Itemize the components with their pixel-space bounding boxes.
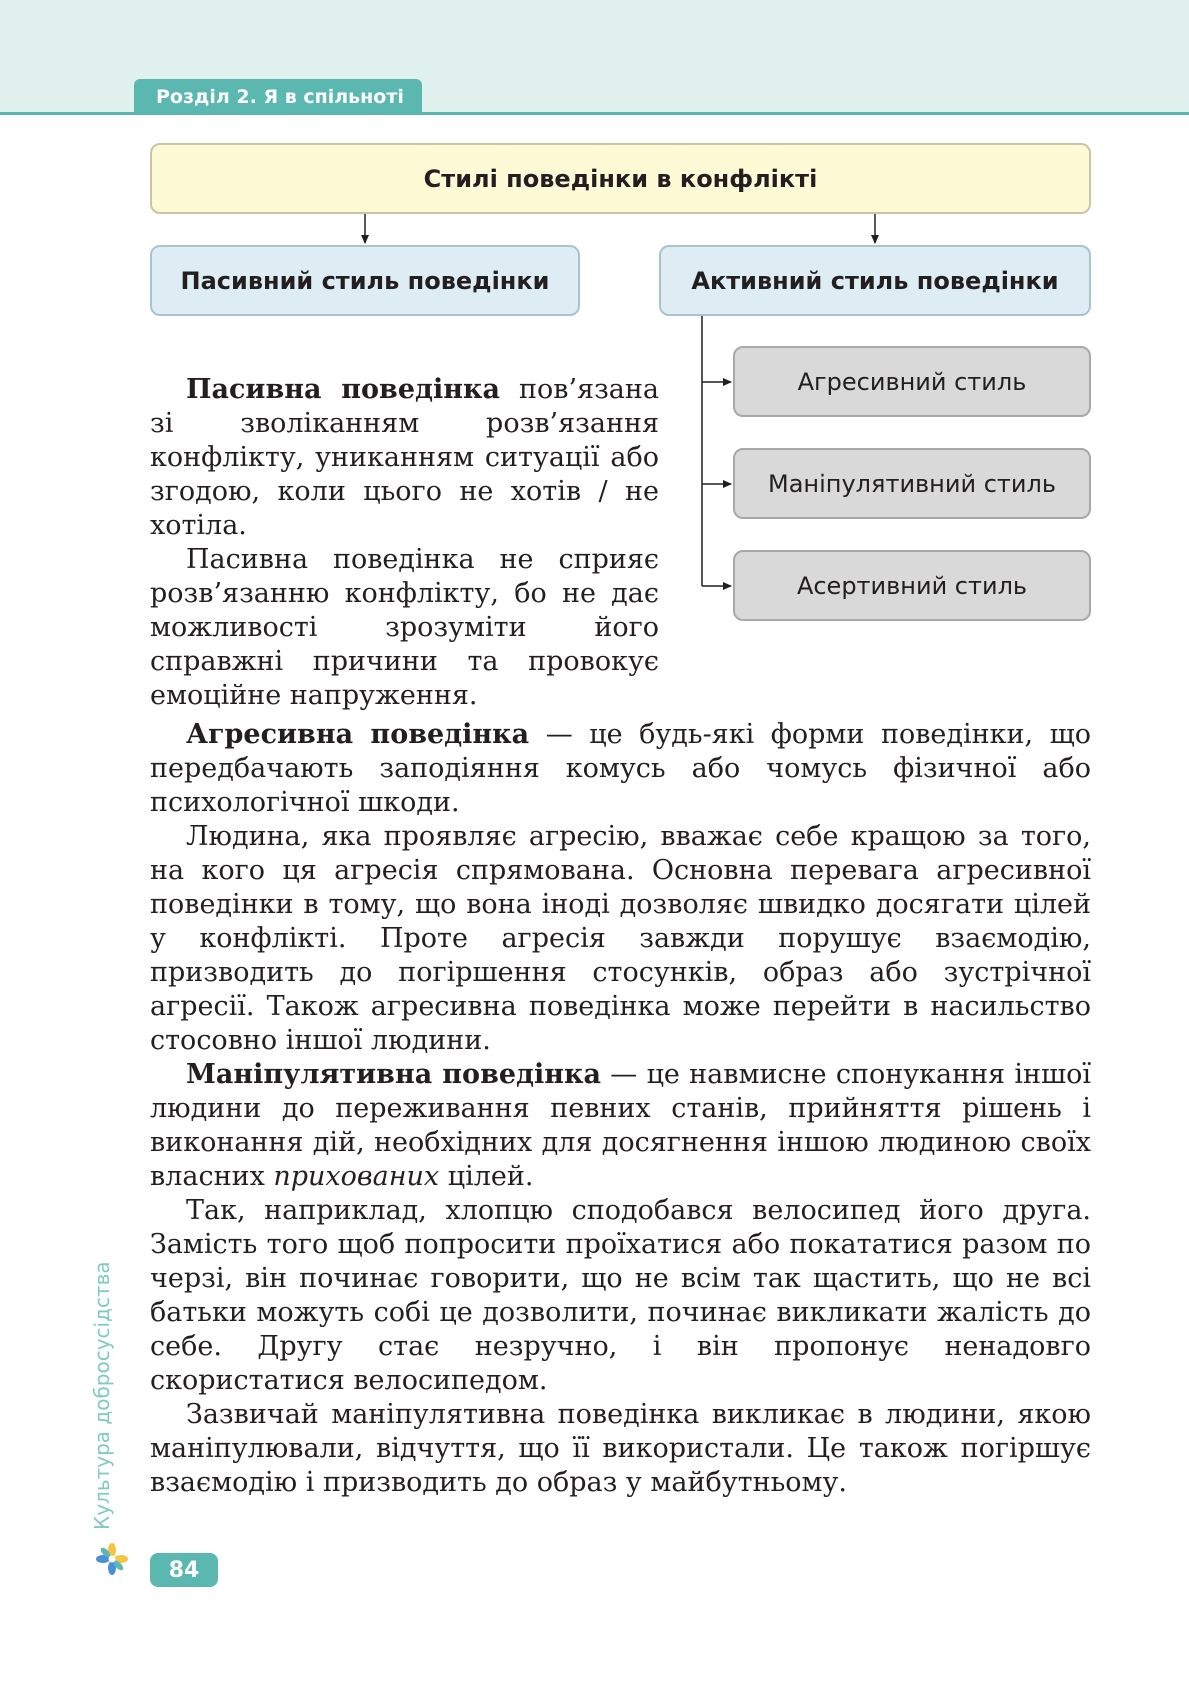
passive-style-box: Пасивний стиль поведінки bbox=[150, 245, 580, 316]
flower-icon bbox=[96, 1543, 128, 1575]
paragraph-text: цілей. bbox=[439, 1161, 534, 1192]
term-manipulative: Маніпулятивна поведінка bbox=[186, 1059, 602, 1090]
paragraph-aggressive-definition bbox=[150, 718, 1091, 820]
paragraph-passive-definition bbox=[150, 373, 659, 543]
manipulative-style-box: Маніпулятивний стиль bbox=[733, 448, 1091, 519]
assertive-style-box: Асертивний стиль bbox=[733, 550, 1091, 621]
active-style-box: Активний стиль поведінки bbox=[659, 245, 1091, 316]
passive-text-column bbox=[150, 373, 659, 713]
paragraph-text: — це будь-які форми поведінки, що передбачають заподіяння комусь або чомусь фізичної або психологічної шкоди. bbox=[150, 719, 1091, 818]
paragraph-manipulative-example bbox=[150, 1194, 1091, 1398]
page-number: 84 bbox=[150, 1553, 218, 1587]
paragraph-text: пов’язана зі зволіканням розв’язання конфлікту, униканням ситуації або згодою, коли цього не хотів / не хотіла. bbox=[150, 374, 659, 541]
side-series-label: Культура добросусідства bbox=[90, 1261, 114, 1530]
paragraph-text: Пасивна поведінка не сприяє розв’язанню конфлікту, бо не дає можливості зрозуміти його справжні причини та провокує емоційне напруження. bbox=[150, 544, 659, 711]
paragraph-text: Людина, яка проявляє агресію, вважає себе кращою за того, на кого ця агресія спрямована. Основна перевага агресивної поведінки в тому, що вона іноді дозволяє швидко досягати цілей у конфлікті. Проте агресія завжди порушує взаємодію, призводить до погіршення стосунків, образ або зустрічної агресії. Також агресивна поведінка може перейти в насильство стосовно іншої людини. bbox=[150, 821, 1091, 1056]
main-text-column bbox=[150, 718, 1091, 1500]
paragraph-text: — це навмисне спонукання іншої людини до переживання певних станів, прийняття рішень і виконання дій, необхідних для досягнення іншою людиною своїх власних bbox=[150, 1059, 1091, 1192]
paragraph-manipulative-effect bbox=[150, 1398, 1091, 1500]
term-passive: Пасивна поведінка bbox=[186, 374, 501, 405]
paragraph-passive-effect bbox=[150, 543, 659, 713]
paragraph-manipulative-definition bbox=[150, 1058, 1091, 1194]
section-label: Розділ 2. Я в спільноті bbox=[134, 79, 422, 115]
paragraph-aggressive-effect bbox=[150, 820, 1091, 1058]
term-aggressive: Агресивна поведінка bbox=[186, 719, 530, 750]
diagram-title-box: Стилі поведінки в конфлікті bbox=[150, 143, 1091, 214]
paragraph-text: Так, наприклад, хлопцю сподобався велосипед його друга. Замість того щоб попросити проїхатися або покататися разом по черзі, він починає говорити, що не всім так щастить, що не всі батьки можуть собі це дозволити, починає викликати жалість до себе. Другу стає незручно, і він пропонує ненадовго скористатися велосипедом. bbox=[150, 1195, 1091, 1396]
italic-word: прихованих bbox=[273, 1161, 440, 1192]
aggressive-style-box: Агресивний стиль bbox=[733, 346, 1091, 417]
paragraph-text: Зазвичай маніпулятивна поведінка викликає в людини, якою маніпулювали, відчуття, що її використали. Це також погіршує взаємодію і призводить до образ у майбутньому. bbox=[150, 1399, 1091, 1498]
